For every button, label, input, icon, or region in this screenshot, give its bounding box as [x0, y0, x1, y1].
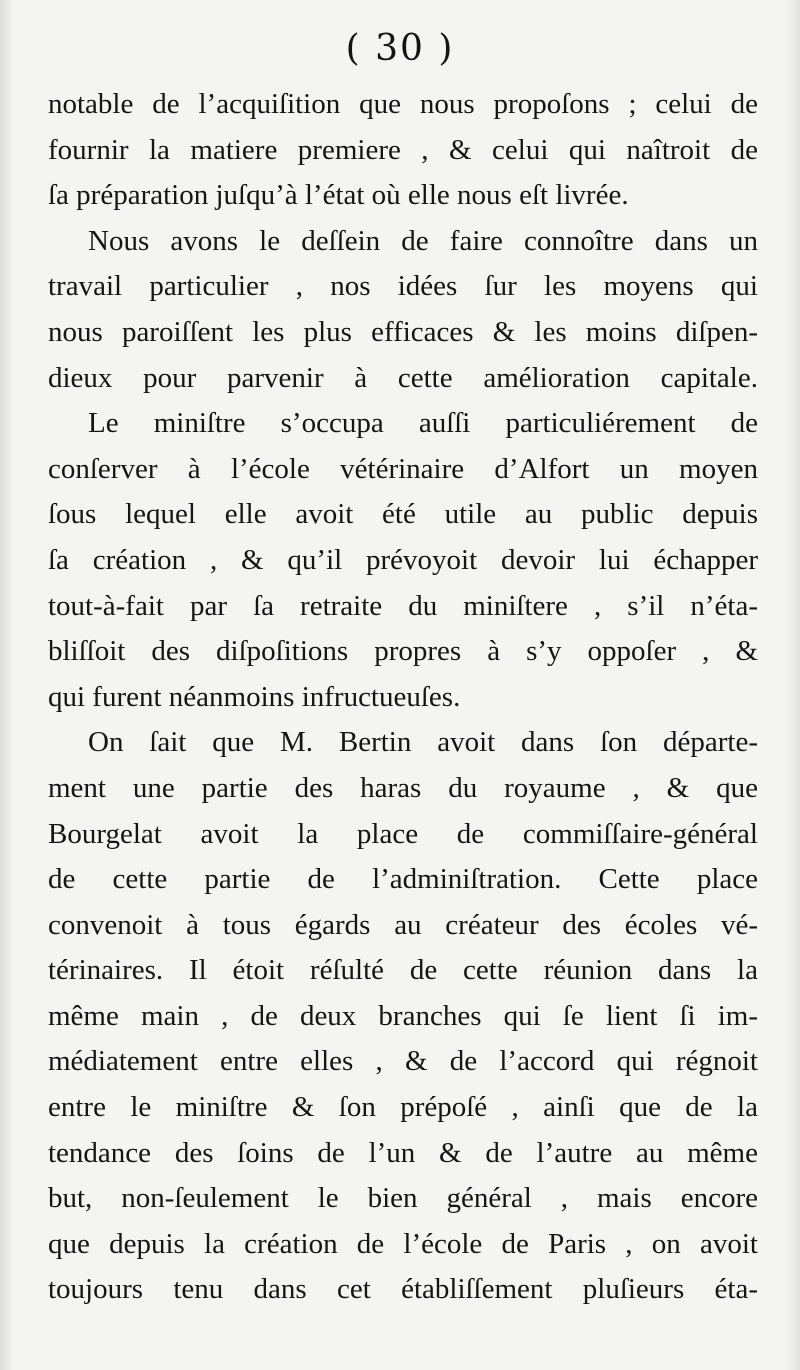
text-line: nous paroiſſent les plus efficaces & les moins diſpen-	[48, 315, 758, 348]
text-line: fournir la matiere premiere , & celui qui naîtroit de	[48, 133, 758, 166]
text-line: ment une partie des haras du royaume , & que	[48, 771, 758, 804]
text-line: qui furent néanmoins infructueuſes.	[48, 680, 461, 713]
text-line: ſous lequel elle avoit été utile au public depuis	[48, 498, 758, 531]
text-line: ſa préparation juſqu’à l’état où elle nous eſt livrée.	[48, 179, 629, 212]
text-line: dieux pour parvenir à cette amélioration capitale.	[48, 361, 758, 394]
text-line: de cette partie de l’adminiſtration. Cette place	[48, 863, 758, 896]
text-line: Le miniſtre s’occupa auſſi particuliérement de	[88, 407, 758, 440]
text-line: Nous avons le deſſein de faire connoître dans un	[88, 224, 758, 257]
body-text	[48, 82, 758, 1313]
text-line: notable de l’acquiſition que nous propoſons ; celui de	[48, 88, 758, 120]
text-line: médiatement entre elles , & de l’accord qui régnoit	[48, 1045, 758, 1078]
text-line: entre le miniſtre & ſon prépoſé , ainſi que de la	[48, 1091, 758, 1124]
text-line: même main , de deux branches qui ſe lient ſi im-	[48, 999, 758, 1032]
text-line: On ſait que M. Bertin avoit dans ſon départe-	[88, 726, 758, 759]
page-number: ( 30 )	[345, 28, 455, 69]
text-line: conſerver à l’école vétérinaire d’Alfort un moyen	[48, 452, 758, 485]
scan-edge-right	[786, 0, 800, 1370]
text-line: travail particulier , nos idées ſur les moyens qui	[48, 270, 758, 303]
text-line: toujours tenu dans cet établiſſement pluſieurs éta-	[48, 1273, 758, 1306]
text-line: que depuis la création de l’école de Paris , on avoit	[48, 1227, 758, 1260]
text-line: convenoit à tous égards au créateur des écoles vé-	[48, 908, 758, 941]
text-line: bliſſoit des diſpoſitions propres à s’y oppoſer , &	[48, 635, 758, 668]
text-line: Bourgelat avoit la place de commiſſaire-général	[48, 817, 758, 850]
text-line: térinaires. Il étoit réſulté de cette réunion dans la	[48, 954, 758, 987]
scan-edge-left	[0, 0, 14, 1370]
text-line: tout-à-fait par ſa retraite du miniſtere , s’il n’éta-	[48, 589, 758, 622]
text-line: tendance des ſoins de l’un & de l’autre au même	[48, 1136, 758, 1169]
text-line: ſa création , & qu’il prévoyoit devoir lui échapper	[48, 543, 758, 576]
text-line: but, non-ſeulement le bien général , mais encore	[48, 1182, 758, 1215]
